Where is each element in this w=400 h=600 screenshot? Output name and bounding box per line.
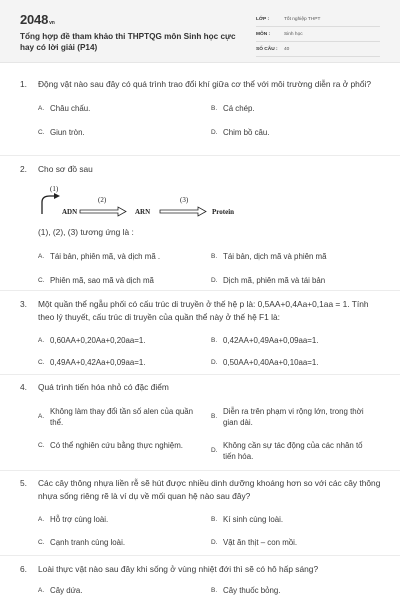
divider xyxy=(0,555,400,556)
question-subtext: (1), (2), (3) tương ứng là : xyxy=(38,227,134,237)
option-text: Không làm thay đổi tần số alen của quần thể. xyxy=(50,406,194,427)
option-text: Diễn ra trên phạm vi rộng lớn, trong thời gian dài. xyxy=(223,406,364,427)
question-text: Các cây thông nhựa liền rễ sẽ hút được nhiều dinh dưỡng khoáng hơn so với các cây thông nhựa sống riêng rẽ là ví dụ về mối quan hệ nào sau đây? xyxy=(38,478,381,501)
diagram-node-protein: Protein xyxy=(212,208,235,216)
question-1 xyxy=(20,78,385,137)
question-4 xyxy=(20,381,385,461)
option-text: 0,60AA+0,20Aa+0,20aa=1. xyxy=(50,336,146,345)
option-text: Cây thuốc bỏng. xyxy=(223,585,281,595)
meta-key: LỚP : xyxy=(256,16,270,22)
question-number: 1. xyxy=(20,79,27,89)
question-text: Một quần thể ngẫu phối có cấu trúc di truyền ở thế hệ p là: 0,5AA+0,4Aa+0,1aa = 1. Tính theo lý thuyết, cấu trúc di truyền của quần thể này ở thế hệ F1 là: xyxy=(38,299,369,322)
question-text: Quá trình tiến hóa nhỏ có đặc điểm xyxy=(38,382,169,392)
option-letter: B. xyxy=(211,586,218,594)
diagram-node-arn: ARN xyxy=(135,208,151,216)
option-letter: C. xyxy=(38,441,45,449)
question-number: 4. xyxy=(20,382,27,392)
option-b[interactable] xyxy=(211,514,283,525)
option-text: Không cần sự tác động của các nhân tố tiến hóa. xyxy=(223,440,363,461)
question-3 xyxy=(20,298,385,367)
replication-arrowhead xyxy=(54,193,60,199)
option-letter: C. xyxy=(38,539,45,546)
option-text: Dịch mã, phiên mã và tái bản xyxy=(223,275,326,285)
option-a[interactable] xyxy=(38,406,200,428)
question-stem xyxy=(20,563,385,576)
diagram-label-3: (3) xyxy=(180,196,189,204)
question-stem xyxy=(20,477,385,502)
option-letter: B. xyxy=(211,413,218,420)
option-letter: B. xyxy=(211,516,218,523)
option-d[interactable] xyxy=(211,275,325,286)
option-letter: B. xyxy=(211,337,218,344)
logo-text: 2048 xyxy=(20,12,49,27)
question-number: 2. xyxy=(20,164,27,174)
option-text: Tái bản, dịch mã và phiên mã xyxy=(223,251,327,261)
question-2 xyxy=(20,163,385,176)
translation-arrow xyxy=(160,207,206,216)
option-text: Cạnh tranh cùng loài. xyxy=(50,538,126,547)
option-letter: A. xyxy=(38,104,45,112)
option-text: 0,49AA+0,42Aa+0,09aa=1. xyxy=(50,358,146,367)
option-b[interactable] xyxy=(211,335,318,346)
option-text: Kí sinh cùng loài. xyxy=(223,515,284,524)
option-text: Tái bản, phiên mã, và dịch mã . xyxy=(50,251,161,261)
question-text: Cho sơ đồ sau xyxy=(38,164,93,174)
option-b[interactable] xyxy=(211,251,327,262)
option-b[interactable] xyxy=(211,406,376,428)
option-text: Vật ăn thịt – con mồi. xyxy=(223,538,298,547)
option-text: Phiên mã, sao mã và dịch mã xyxy=(50,275,154,285)
question-stem xyxy=(20,381,385,394)
meta-value: Sinh học xyxy=(284,31,303,37)
option-a[interactable] xyxy=(38,514,108,525)
meta-row-class xyxy=(256,12,380,27)
transcription-arrow xyxy=(80,207,126,216)
option-d[interactable] xyxy=(211,440,376,462)
option-c[interactable] xyxy=(38,537,125,548)
option-d[interactable] xyxy=(211,537,297,548)
divider xyxy=(0,470,400,471)
option-letter: B. xyxy=(211,104,218,112)
diagram-label-2: (2) xyxy=(98,196,107,204)
option-text: Chim bồ câu. xyxy=(223,127,270,137)
meta-value: Tốt nghiệp THPT xyxy=(284,16,321,22)
question-6 xyxy=(20,563,385,595)
question-number: 6. xyxy=(20,564,27,574)
replication-diagram xyxy=(38,184,258,220)
question-5 xyxy=(20,477,385,547)
option-letter: A. xyxy=(38,586,45,594)
option-c[interactable] xyxy=(38,275,154,286)
meta-row-subject xyxy=(256,27,380,42)
meta-key: MÔN : xyxy=(256,31,271,37)
option-d[interactable] xyxy=(211,357,318,368)
option-d[interactable] xyxy=(211,127,270,138)
question-2-body xyxy=(20,226,385,285)
option-letter: D. xyxy=(211,447,218,454)
option-text: 0,50AA+0,40Aa+0,10aa=1. xyxy=(223,358,319,367)
option-letter: A. xyxy=(38,413,45,420)
diagram-node-adn: ADN xyxy=(62,208,78,216)
option-letter: D. xyxy=(211,276,218,284)
option-letter: D. xyxy=(211,128,218,136)
option-text: Cây dứa. xyxy=(50,585,83,595)
meta-key: SỐ CÂU : xyxy=(256,46,278,52)
option-b[interactable] xyxy=(211,103,255,114)
option-letter: D. xyxy=(211,539,218,546)
option-letter: A. xyxy=(38,337,45,344)
option-a[interactable] xyxy=(38,335,145,346)
logo-suffix: vn xyxy=(49,20,55,26)
option-text: 0,42AA+0,49Aa+0,09aa=1. xyxy=(223,336,319,345)
meta-value: 40 xyxy=(284,46,290,52)
option-text: Châu chấu. xyxy=(50,103,91,113)
option-c[interactable] xyxy=(38,357,145,368)
site-logo[interactable] xyxy=(20,12,55,27)
option-letter: C. xyxy=(38,359,45,366)
divider xyxy=(0,374,400,375)
option-text: Cá chép. xyxy=(223,103,255,113)
option-text: Có thể nghiên cứu bằng thực nghiệm. xyxy=(50,440,183,450)
option-letter: D. xyxy=(211,359,218,366)
divider xyxy=(0,155,400,156)
option-c[interactable] xyxy=(38,440,200,451)
question-subtext-row xyxy=(20,226,385,239)
option-b[interactable] xyxy=(211,585,280,596)
question-text: Động vật nào sau đây có quá trình trao đổi khí giữa cơ thể với môi trường diễn ra ở phổi? xyxy=(38,79,372,89)
option-a[interactable] xyxy=(38,251,160,262)
option-a[interactable] xyxy=(38,585,82,596)
meta-row-count xyxy=(256,42,380,57)
question-stem xyxy=(20,78,385,91)
question-stem xyxy=(20,163,385,176)
option-text: Giun tròn. xyxy=(50,127,85,137)
divider xyxy=(0,290,400,291)
option-letter: C. xyxy=(38,128,45,136)
option-text: Hỗ trợ cùng loài. xyxy=(50,515,109,524)
option-letter: A. xyxy=(38,516,45,523)
replication-arrow xyxy=(42,196,56,214)
option-a[interactable] xyxy=(38,103,90,114)
document-header xyxy=(0,0,400,63)
option-letter: B. xyxy=(211,252,218,260)
option-c[interactable] xyxy=(38,127,85,138)
document-meta xyxy=(256,12,380,57)
option-letter: C. xyxy=(38,276,45,284)
document-title: Tổng hợp đề tham khảo thi THPTQG môn Sinh học cực hay có lời giải (P14) xyxy=(20,32,236,52)
question-number: 5. xyxy=(20,478,27,488)
question-stem xyxy=(20,298,385,323)
option-letter: A. xyxy=(38,252,45,260)
question-number: 3. xyxy=(20,299,27,309)
diagram-label-1: (1) xyxy=(50,185,59,193)
question-text: Loài thực vật nào sau đây khi sống ở vùng nhiệt đới thì sẽ có hô hấp sáng? xyxy=(38,564,319,574)
